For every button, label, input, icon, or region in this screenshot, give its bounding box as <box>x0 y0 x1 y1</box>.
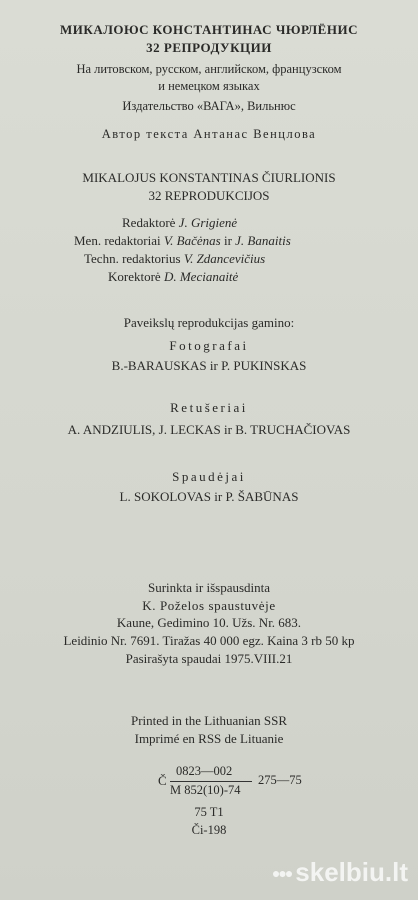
photographers-label: Fotografai <box>169 338 249 353</box>
credit-editor: Redaktorė J. Grigienė <box>122 215 238 230</box>
catalog-letter: Č <box>158 773 167 788</box>
russian-publisher: Издательство «ВАГА», Вильнюс <box>122 99 296 113</box>
printing-line5: Pasirašyta spaudai 1975.VIII.21 <box>125 651 293 666</box>
russian-languages-line1: На литовском, русском, английском, французском <box>76 62 342 76</box>
catalog-numerator: 0823—002 <box>176 764 233 778</box>
credit-proofreader: Korektorė D. Mecianaitė <box>108 269 239 284</box>
printing-line2: K. Poželos spaustuvėje <box>142 598 276 613</box>
watermark-dots-icon: ●●● <box>271 864 292 881</box>
photographers-names: B.-BARAUSKAS ir P. PUKINSKAS <box>111 358 307 373</box>
retouchers-label: Retušeriai <box>170 400 248 415</box>
watermark-text: skelbiu.lt <box>295 857 408 887</box>
lithuanian-title: MIKALOJUS KONSTANTINAS ČIURLIONIS <box>82 170 336 185</box>
printers-label: Spaudėjai <box>172 469 246 484</box>
printing-line3: Kaune, Gedimino 10. Užs. Nr. 683. <box>116 615 302 630</box>
russian-subtitle: 32 РЕПРОДУКЦИИ <box>146 40 272 55</box>
printed-in-french: Imprimé en RSS de Lituanie <box>134 731 284 746</box>
printers-names: L. SOKOLOVAS ir P. ŠABŪNAS <box>119 489 299 504</box>
printing-line4: Leidinio Nr. 7691. Tiražas 40 000 egz. Kaina 3 rb 50 kp <box>63 633 355 648</box>
credit-art-editors: Men. redaktoriai V. Bačėnas ir J. Banaitis <box>74 233 291 248</box>
reproductions-made-by: Paveikslų reprodukcijas gamino: <box>123 315 295 330</box>
russian-text-author: Автор текста Антанас Венцлова <box>101 127 317 141</box>
russian-languages-line2: и немецком языках <box>158 79 260 93</box>
skelbiu-watermark <box>272 857 408 888</box>
lithuanian-subtitle: 32 REPRODUKCIJOS <box>148 188 270 203</box>
retouchers-names: A. ANDZIULIS, J. LECKAS ir B. TRUCHAČIOVAS <box>67 422 351 437</box>
catalog-fraction-bar <box>170 781 252 782</box>
catalog-code1: 75 T1 <box>194 805 224 819</box>
printing-line1: Surinkta ir išspausdinta <box>147 580 271 595</box>
catalog-code2: Či-198 <box>191 823 227 837</box>
catalog-number: 275—75 <box>258 773 302 787</box>
printed-in-english: Printed in the Lithuanian SSR <box>131 713 287 728</box>
catalog-denominator: M 852(10)-74 <box>170 783 241 797</box>
russian-author-name: МИКАЛОЮС КОНСТАНТИНАС ЧЮРЛЁНИС <box>60 22 358 37</box>
credit-technical-editor: Techn. redaktorius V. Zdancevičius <box>84 251 266 266</box>
